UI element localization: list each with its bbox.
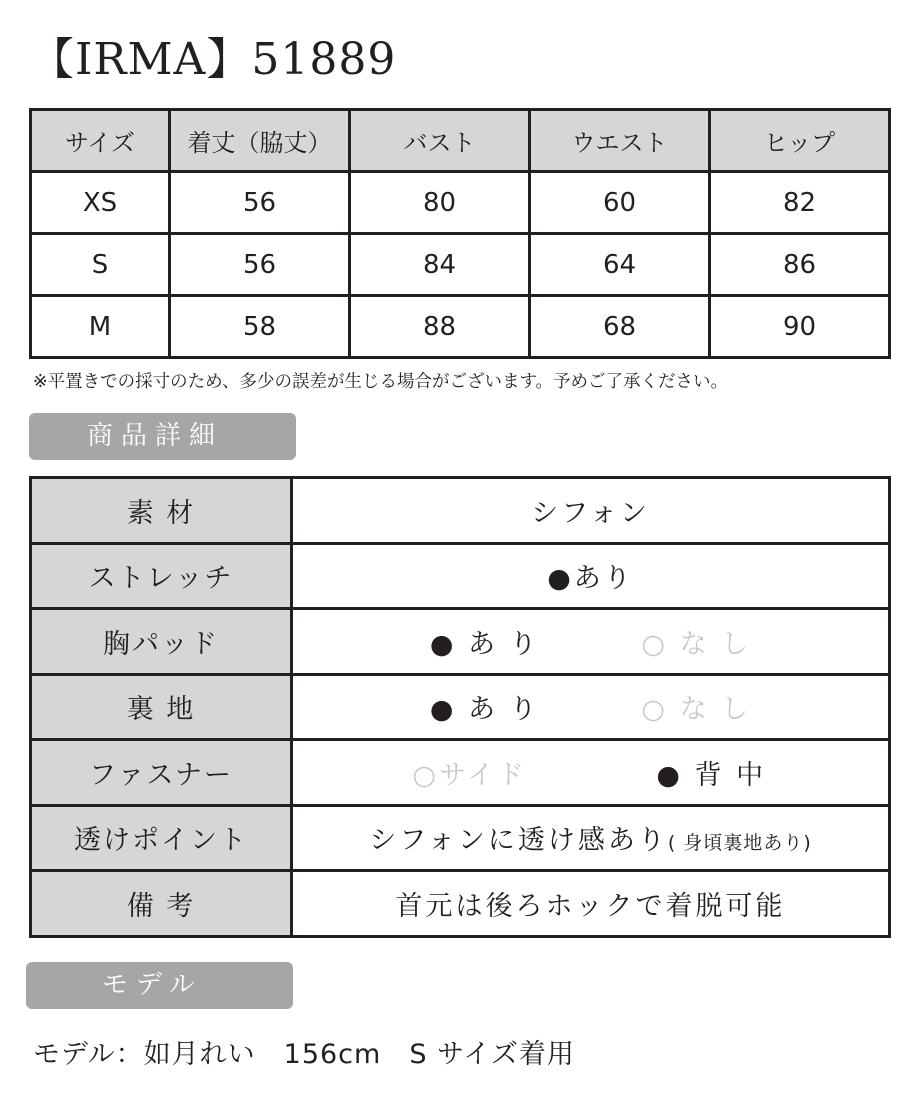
bust-pad-value [292, 609, 890, 675]
table-row [31, 543, 890, 609]
size-value: 88 [350, 296, 530, 358]
size-value: 82 [710, 172, 890, 234]
size-value: 58 [170, 296, 350, 358]
size-value: 86 [710, 234, 890, 296]
remarks-label: 備 考 [31, 871, 292, 937]
table-row [31, 674, 890, 740]
sheer-label: 透けポイント [31, 805, 292, 871]
size-label: S [31, 234, 170, 296]
fastener-option-side: ○サイド [412, 759, 528, 791]
model-info: モデル：如月れい 156cm S サイズ着用 [33, 1039, 575, 1070]
fastener-option-back: ● 背 中 [656, 759, 767, 791]
measurement-note: ※平置きでの採寸のため、多少の誤差が生じる場合がございます。予めご了承ください。 [33, 372, 729, 392]
header-bust: バスト [350, 110, 530, 172]
table-row [31, 740, 890, 806]
size-table [29, 108, 891, 359]
header-hip: ヒップ [710, 110, 890, 172]
table-row [31, 805, 890, 871]
lining-option-no: ○ な し [641, 694, 752, 726]
lining-value [292, 674, 890, 740]
bust-pad-option-no: ○ な し [641, 628, 752, 660]
header-waist: ウエスト [530, 110, 710, 172]
stretch-label: ストレッチ [31, 543, 292, 609]
stretch-value: ●あり [292, 543, 890, 609]
size-table-header-row [31, 110, 890, 172]
table-row [31, 609, 890, 675]
size-value: 56 [170, 234, 350, 296]
table-row [31, 296, 890, 358]
details-table [29, 476, 891, 938]
table-row [31, 234, 890, 296]
lining-label: 裏 地 [31, 674, 292, 740]
size-value: 64 [530, 234, 710, 296]
size-value: 84 [350, 234, 530, 296]
model-section-tab: モデル [26, 962, 293, 1009]
header-length: 着丈（脇丈） [170, 110, 350, 172]
size-label: M [31, 296, 170, 358]
size-value: 68 [530, 296, 710, 358]
size-label: XS [31, 172, 170, 234]
fastener-value [292, 740, 890, 806]
details-section-tab: 商品詳細 [29, 413, 296, 460]
header-size: サイズ [31, 110, 170, 172]
sheer-value [292, 805, 890, 871]
remarks-value: 首元は後ろホックで着脱可能 [292, 871, 890, 937]
table-row [31, 871, 890, 937]
bust-pad-option-yes: ● あ り [429, 628, 540, 660]
size-value: 80 [350, 172, 530, 234]
size-value: 56 [170, 172, 350, 234]
product-title: 【IRMA】51889 [30, 34, 397, 85]
bust-pad-label: 胸パッド [31, 609, 292, 675]
material-value: シフォン [292, 478, 890, 544]
size-value: 90 [710, 296, 890, 358]
sheer-subtext: ( 身頃裏地あり) [667, 832, 812, 855]
material-label: 素 材 [31, 478, 292, 544]
lining-option-yes: ● あ り [429, 694, 540, 726]
fastener-label: ファスナー [31, 740, 292, 806]
table-row [31, 478, 890, 544]
table-row [31, 172, 890, 234]
sheer-text: シフォンに透け感あり [369, 825, 668, 857]
size-value: 60 [530, 172, 710, 234]
